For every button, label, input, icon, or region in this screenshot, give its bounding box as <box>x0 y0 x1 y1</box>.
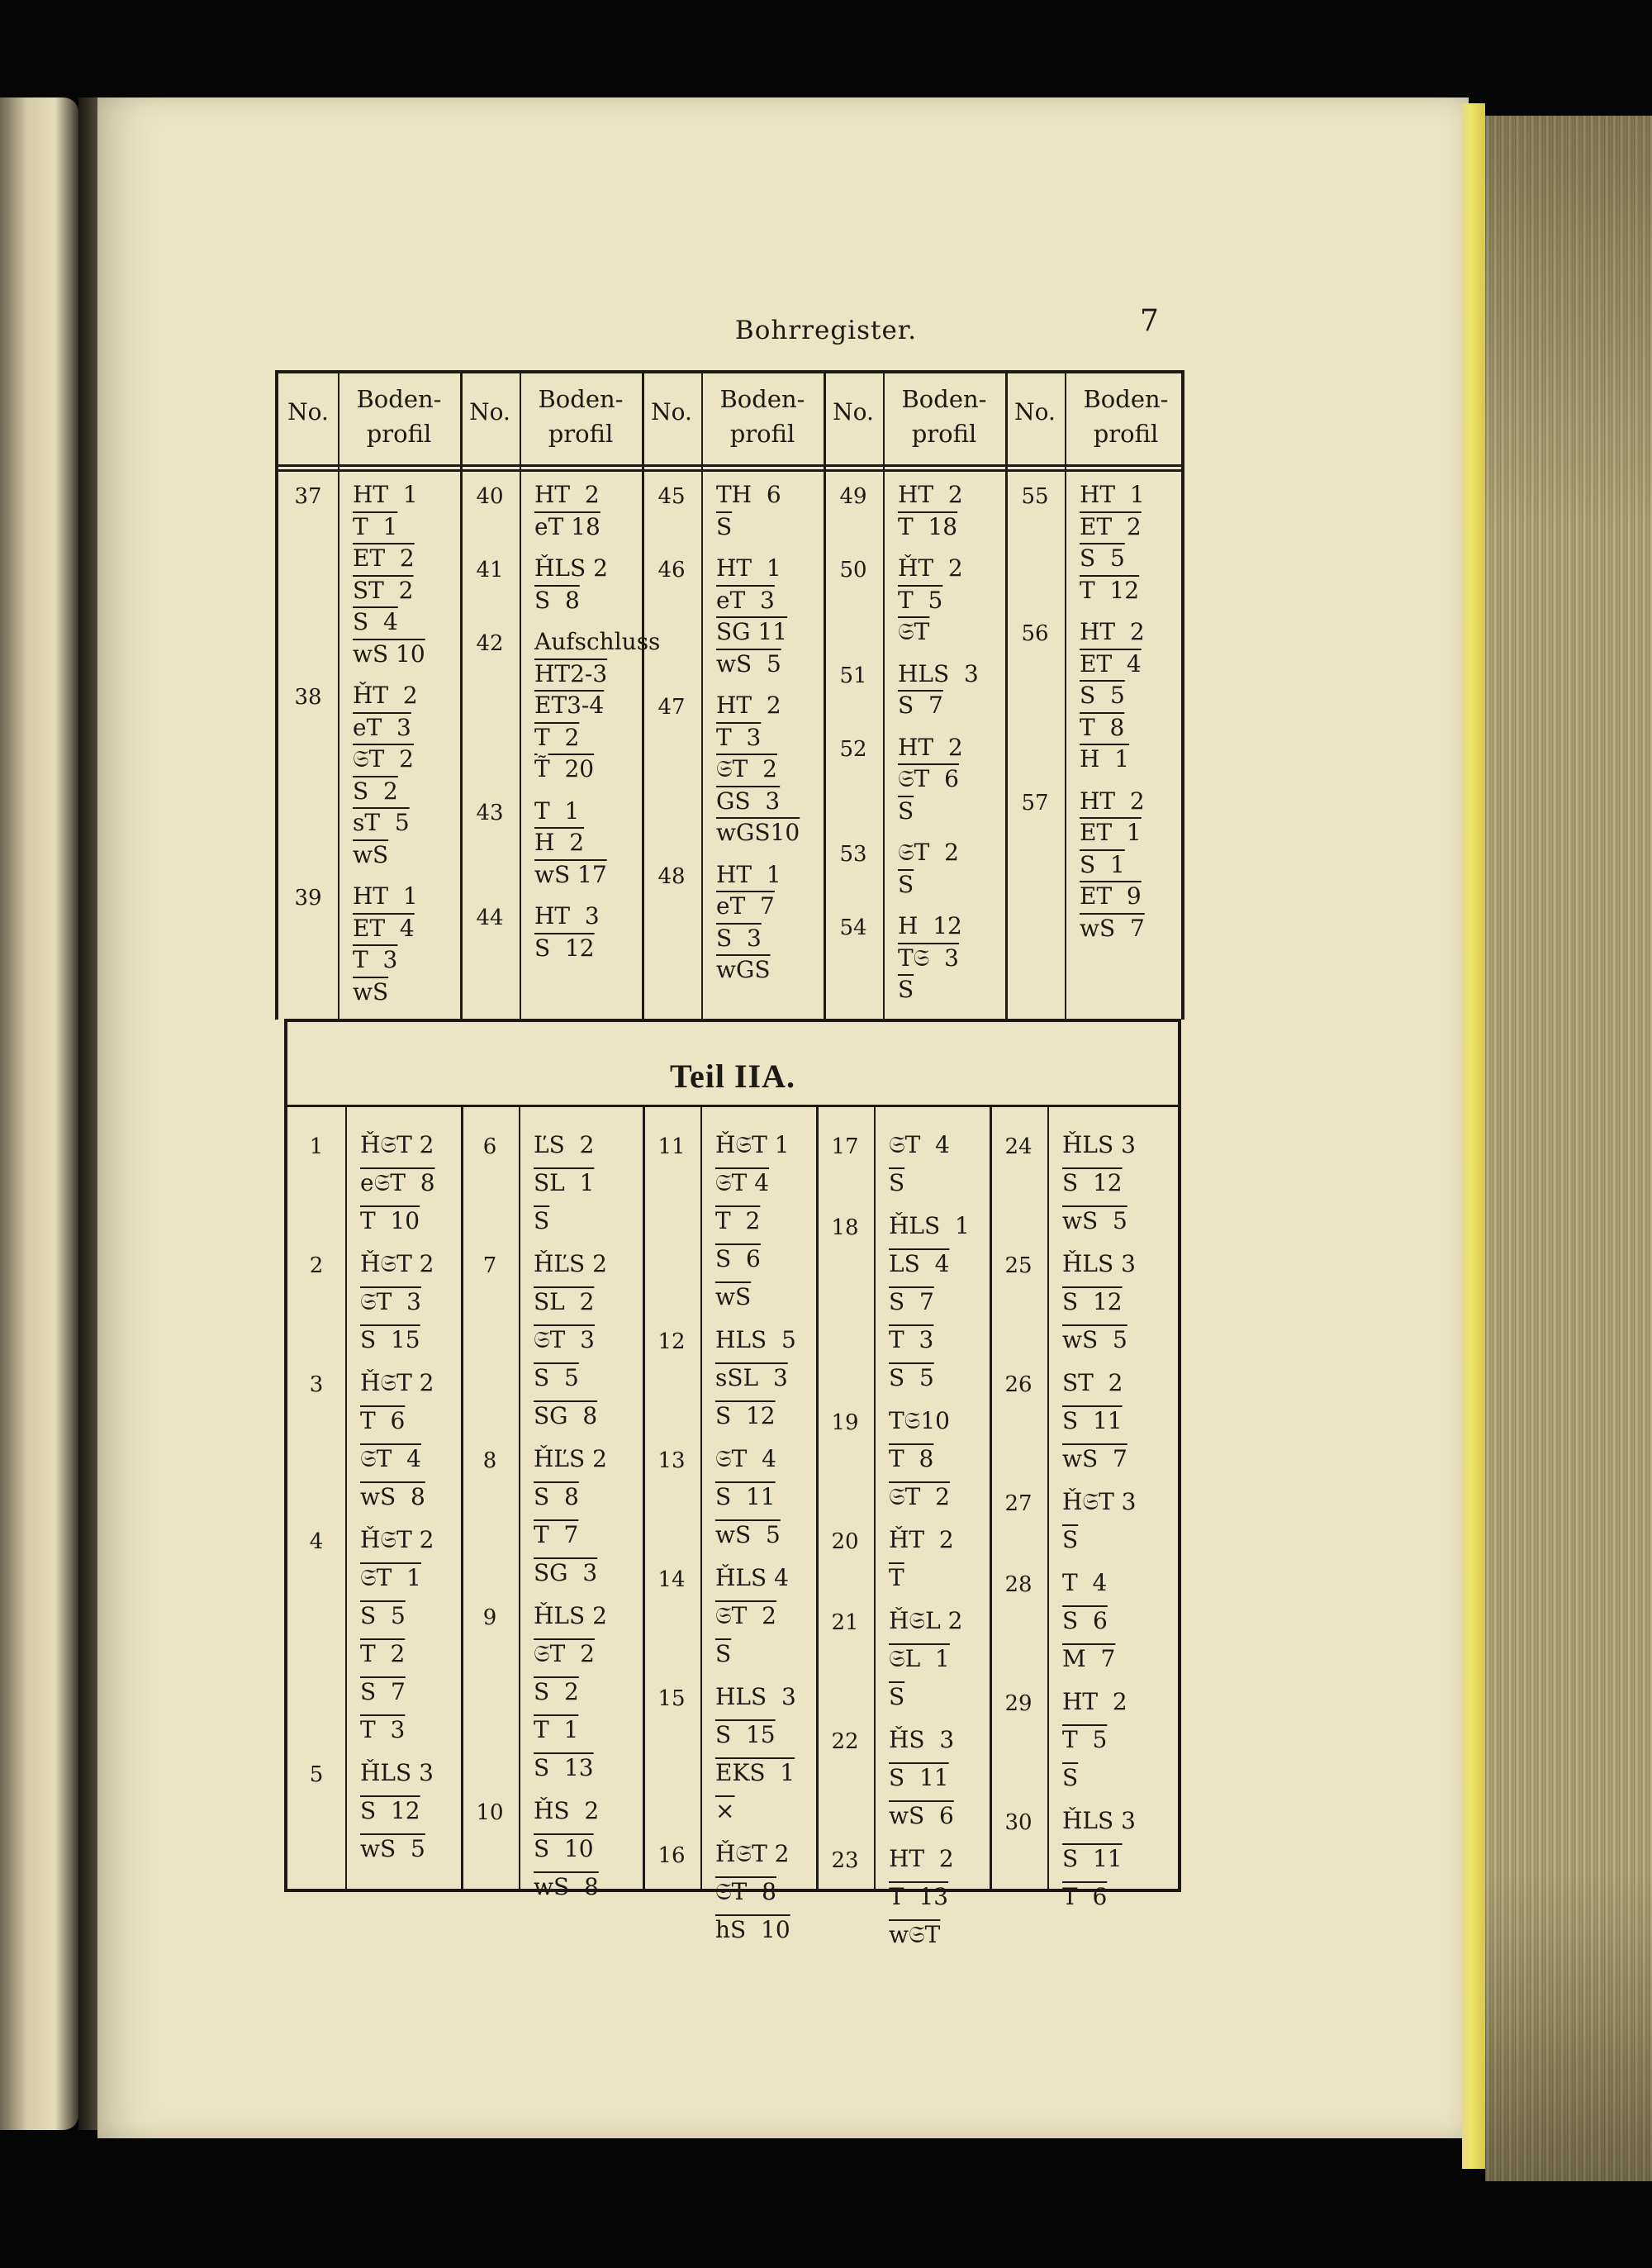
soil-profile-line: ȞLS 3 <box>360 1759 434 1786</box>
soil-profile-line: S 2 <box>353 777 398 805</box>
soil-profile-line: HT 2 <box>898 733 963 761</box>
soil-profile-line: S 5 <box>1080 544 1125 572</box>
header-bodenprofil: Boden- profil <box>538 385 624 448</box>
soil-profile-line: S 7 <box>889 1288 934 1315</box>
soil-profile-line: H 12 <box>898 912 962 939</box>
soil-profile-line: S 5 <box>1080 682 1125 709</box>
no-divider <box>883 373 885 1020</box>
soil-profile-line: $\overline{wGS}$ <box>716 956 771 983</box>
soil-profile-line: S 11 <box>889 1764 949 1791</box>
soil-profile-line: T 2 <box>715 1207 761 1234</box>
soil-profile-line: H 2 <box>534 829 585 856</box>
soil-profile-line: HT 2 <box>1080 618 1145 645</box>
soil-profile-line: S 12 <box>1062 1169 1123 1196</box>
bore-number: 12 <box>657 1329 686 1354</box>
soil-profile-line: ȞLS 2 <box>534 554 608 582</box>
soil-profile-line: wS 5 <box>716 649 781 678</box>
soil-profile-line: $\overline{T}$ <box>889 1564 904 1591</box>
bore-number: 42 <box>476 631 504 656</box>
soil-profile-line: T 6 <box>1062 1883 1108 1910</box>
soil-profile-line: Ȟ𝔖T 2 <box>360 1369 434 1396</box>
bore-number: 45 <box>657 484 686 509</box>
bore-number: 51 <box>839 663 867 688</box>
soil-profile-line: ȞĽS 2 <box>534 1445 607 1472</box>
bohrregister-table-part-two <box>284 1019 1181 1948</box>
bore-number: 7 <box>482 1253 497 1278</box>
soil-profile-line: Ȟ𝔖T 2 <box>360 1526 434 1553</box>
soil-profile-line: HT 2 <box>716 692 781 719</box>
soil-profile-line: ȞT 2 <box>889 1526 954 1553</box>
soil-profile-line: Ȟ𝔖T 2 <box>715 1840 790 1867</box>
soil-profile-line: HT 2 <box>534 481 600 508</box>
soil-profile-line: S 15 <box>715 1721 776 1748</box>
bore-number: 17 <box>831 1134 859 1159</box>
soil-profile-line: 𝔖T 3 <box>360 1288 421 1315</box>
soil-profile-line: wS 7 <box>1062 1445 1127 1472</box>
bore-number: 11 <box>657 1134 686 1159</box>
soil-profile-line: 𝔖T <box>898 618 930 645</box>
soil-profile-line: 𝔖T 4 <box>889 1131 950 1158</box>
soil-profile-line: LS 4 <box>889 1250 950 1277</box>
header-no: No. <box>833 398 874 426</box>
no-divider <box>519 1105 520 1889</box>
no-divider <box>520 373 521 1020</box>
header-bodenprofil: Boden- profil <box>901 385 987 448</box>
bore-number: 13 <box>657 1448 686 1473</box>
header-no: No. <box>1014 398 1056 426</box>
soil-profile-line: wS 17 <box>534 860 607 888</box>
soil-profile-line: S 11 <box>1062 1845 1123 1872</box>
soil-profile-line: HT 1 <box>716 860 781 888</box>
left-page-edge <box>0 97 78 2130</box>
header-bodenprofil: Boden- profil <box>719 385 805 448</box>
soil-profile-line: T̃ 20 <box>534 755 595 782</box>
soil-profile-line: ET3-4 <box>534 692 605 719</box>
soil-profile-line: HT 1 <box>1080 481 1145 508</box>
soil-profile-line: wGS10 <box>716 819 800 846</box>
column-divider <box>460 373 463 1020</box>
no-divider <box>1047 1105 1049 1889</box>
soil-profile-line: T 3 <box>889 1326 934 1353</box>
bore-number: 40 <box>476 484 504 509</box>
soil-profile-line: S 11 <box>1062 1407 1123 1434</box>
bore-number: 47 <box>657 695 686 720</box>
no-divider <box>700 1105 702 1889</box>
soil-profile-line: eT 7 <box>716 892 775 920</box>
soil-profile-line: $\overline{S}$ <box>889 1683 905 1710</box>
bore-number: 50 <box>839 558 867 582</box>
soil-profile-line: S 12 <box>360 1797 420 1824</box>
soil-profile-line: Ȟ𝔖T 2 <box>360 1131 434 1158</box>
soil-profile-line: 𝔖T 2 <box>889 1483 950 1510</box>
soil-profile-line: ȞT 2 <box>353 682 418 709</box>
soil-profile-line: ET 1 <box>1080 819 1142 846</box>
no-divider <box>345 1105 347 1889</box>
soil-profile-line: HT 1 <box>353 481 418 508</box>
soil-profile-line: HLS 3 <box>715 1683 796 1710</box>
soil-profile-line: ȞS 3 <box>889 1726 955 1753</box>
soil-profile-line: wS 5 <box>715 1521 781 1548</box>
bore-number: 23 <box>831 1848 859 1873</box>
no-divider <box>874 1105 876 1889</box>
bore-number: 16 <box>657 1843 686 1868</box>
header-no: No. <box>651 398 692 426</box>
bore-number: 56 <box>1021 621 1049 646</box>
bore-number: 22 <box>831 1729 859 1754</box>
soil-profile-line: SL 1 <box>534 1169 595 1196</box>
soil-profile-line: ET 2 <box>353 544 415 572</box>
bore-number: 46 <box>657 558 686 582</box>
soil-profile-line: e𝔖T 8 <box>360 1169 435 1196</box>
soil-profile-line: $\overline{S}$ <box>898 870 914 898</box>
soil-profile-line: T 1 <box>353 512 398 540</box>
soil-profile-line: Ȟ𝔖T 3 <box>1062 1488 1137 1515</box>
no-divider <box>1065 373 1066 1020</box>
bore-number: 21 <box>831 1610 859 1635</box>
soil-profile-line: T 2 <box>534 723 580 751</box>
header-rule <box>278 464 1181 467</box>
soil-profile-line: T 6 <box>360 1407 406 1434</box>
column-divider <box>816 1105 819 1889</box>
soil-profile-line: 𝔖T 4 <box>715 1169 770 1196</box>
soil-profile-line: wS 5 <box>360 1835 425 1862</box>
soil-profile-line: ȞLS 1 <box>889 1212 970 1239</box>
soil-profile-line: ET 9 <box>1080 882 1142 910</box>
soil-profile-line: ST 2 <box>1062 1369 1123 1396</box>
soil-profile-line: HT 2 <box>1080 787 1145 815</box>
soil-profile-line: HT 2 <box>1062 1688 1127 1715</box>
soil-profile-line: ST 2 <box>353 576 414 604</box>
soil-profile-line: $\overline{S}$ <box>889 1169 905 1196</box>
bore-number: 43 <box>476 800 504 825</box>
bore-number: 49 <box>839 484 867 509</box>
bore-number: 3 <box>309 1372 324 1397</box>
column-divider <box>1005 373 1008 1020</box>
soil-profile-line: S 15 <box>360 1326 420 1353</box>
soil-profile-line: sT 5 <box>353 809 410 836</box>
soil-profile-line: wS 5 <box>1062 1207 1127 1234</box>
soil-profile-line: T𝔖 3 <box>898 944 959 972</box>
column-divider <box>643 1105 645 1889</box>
soil-profile-line: ET 4 <box>353 914 415 942</box>
soil-profile-line: Aufschluss <box>534 628 661 655</box>
soil-profile-line: T𝔖10 <box>889 1407 950 1434</box>
bore-number: 19 <box>831 1410 859 1435</box>
soil-profile-line: ȞT 2 <box>898 554 963 582</box>
soil-profile-line: T 1 <box>534 1716 579 1743</box>
soil-profile-line: T 3 <box>360 1716 406 1743</box>
part-title: Teil IIA. <box>669 1058 795 1095</box>
soil-profile-line: wS 10 <box>353 640 425 668</box>
soil-profile-line: 𝔖T 4 <box>360 1445 421 1472</box>
soil-profile-line: 𝔖T 2 <box>534 1640 595 1667</box>
book-block-edge <box>1485 116 1652 2181</box>
soil-profile-line: S 10 <box>534 1835 594 1862</box>
soil-profile-line: H 1 <box>1080 745 1130 773</box>
soil-profile-line: S 12 <box>715 1402 776 1429</box>
header-bodenprofil: Boden- profil <box>356 385 442 448</box>
bore-number: 26 <box>1004 1372 1032 1397</box>
soil-profile-line: $\overline{S}$ <box>1062 1764 1079 1791</box>
column-divider <box>824 373 826 1020</box>
soil-profile-line: 𝔖T 2 <box>898 839 959 866</box>
bore-number: 55 <box>1021 484 1049 509</box>
soil-profile-line: ȞLS 3 <box>1062 1250 1136 1277</box>
soil-profile-line: T 4 <box>1062 1569 1108 1596</box>
bore-number: 8 <box>482 1448 497 1473</box>
header-no: No. <box>469 398 510 426</box>
soil-profile-line: TH 6 <box>716 481 781 508</box>
soil-profile-line: GS 3 <box>716 787 781 815</box>
soil-profile-line: S 1 <box>1080 850 1125 878</box>
soil-profile-line: eT 3 <box>353 713 411 741</box>
soil-profile-line: 𝔖T 2 <box>353 745 414 773</box>
soil-profile-line: S 8 <box>534 586 580 614</box>
soil-profile-line: S 3 <box>716 924 762 952</box>
bore-number: 2 <box>309 1253 324 1278</box>
bore-number: 52 <box>839 736 867 762</box>
soil-profile-line: T 2 <box>360 1640 406 1667</box>
soil-profile-line: 𝔖T 8 <box>715 1878 776 1905</box>
header-bodenprofil: Boden- profil <box>1083 385 1169 448</box>
soil-profile-line: SG 3 <box>534 1559 598 1586</box>
bore-number: 48 <box>657 863 686 889</box>
soil-profile-line: HT 2 <box>889 1845 954 1872</box>
soil-profile-line: HLS 5 <box>715 1326 796 1353</box>
soil-profile-line: wS 8 <box>534 1873 599 1900</box>
soil-profile-line: S 4 <box>353 608 398 635</box>
soil-profile-line: HLS 3 <box>898 659 979 687</box>
soil-profile-line: ET 2 <box>1080 512 1142 540</box>
soil-profile-line: S 7 <box>898 692 943 719</box>
soil-profile-line: S 12 <box>1062 1288 1123 1315</box>
bore-number: 1 <box>309 1134 324 1159</box>
soil-profile-line: $\overline{S}$ <box>898 976 914 1003</box>
soil-profile-line: ȞLS 2 <box>534 1602 607 1629</box>
no-divider <box>701 373 703 1020</box>
soil-profile-line: S 7 <box>360 1678 406 1705</box>
header-no: No. <box>287 398 329 426</box>
bore-number: 44 <box>476 906 504 930</box>
soil-profile-line: wS 6 <box>889 1802 954 1829</box>
soil-profile-line: S 5 <box>889 1364 934 1391</box>
soil-profile-line: S 8 <box>534 1483 579 1510</box>
soil-profile-line: EKS 1 <box>715 1759 795 1786</box>
soil-profile-line: HT 1 <box>353 882 418 910</box>
bore-number: 20 <box>831 1529 859 1554</box>
column-divider <box>461 1105 463 1889</box>
soil-profile-line: Ȟ𝔖L 2 <box>889 1607 963 1634</box>
bore-number: 10 <box>476 1800 504 1825</box>
soil-profile-line: HT 2 <box>898 481 963 508</box>
bore-number: 30 <box>1004 1810 1032 1835</box>
soil-profile-line: 𝔖T 2 <box>716 755 777 782</box>
soil-profile-line: HT 1 <box>716 554 781 582</box>
soil-profile-line: 𝔖T 3 <box>534 1326 595 1353</box>
soil-profile-line: SG 8 <box>534 1402 598 1429</box>
soil-profile-line: HT2-3 <box>534 659 608 687</box>
soil-profile-line: HT 3 <box>534 902 600 930</box>
soil-profile-line: $\overline{S}$ <box>1062 1526 1079 1553</box>
soil-profile-line: S 6 <box>1062 1607 1108 1634</box>
page-number: 7 <box>1140 304 1159 338</box>
bore-number: 38 <box>294 685 322 710</box>
soil-profile-line: $\overline{S}$ <box>715 1640 732 1667</box>
no-divider <box>338 373 339 1020</box>
soil-profile-line: Ȟ𝔖T 2 <box>360 1250 434 1277</box>
soil-profile-line: T 13 <box>889 1883 949 1910</box>
soil-profile-line: 𝔖T 2 <box>715 1602 776 1629</box>
bore-number: 24 <box>1004 1134 1032 1159</box>
part-title-band <box>287 1019 1178 1107</box>
soil-profile-line: ET 4 <box>1080 649 1142 678</box>
bore-number: 41 <box>476 558 504 582</box>
bore-number: 25 <box>1004 1253 1032 1278</box>
column-divider <box>642 373 644 1020</box>
soil-profile-line: $\overline{S}$ <box>716 512 733 540</box>
soil-profile-line: T 7 <box>534 1521 579 1548</box>
soil-profile-line: wS 5 <box>1062 1326 1127 1353</box>
soil-profile-line: S 6 <box>715 1245 761 1272</box>
bore-number: 18 <box>831 1215 859 1240</box>
bore-number: 4 <box>309 1529 324 1554</box>
bore-number: 53 <box>839 842 867 867</box>
soil-profile-line: ĽS 2 <box>534 1131 595 1158</box>
bore-number: 5 <box>309 1762 324 1787</box>
soil-profile-line: M 7 <box>1062 1645 1116 1672</box>
soil-profile-line: $\overline{S}$ <box>534 1207 550 1234</box>
bohrregister-table-part-one <box>275 370 1184 1020</box>
soil-profile-line: ȞĽS 2 <box>534 1250 607 1277</box>
running-head: Bohrregister. <box>734 316 918 345</box>
bore-number: 6 <box>482 1134 497 1159</box>
soil-profile-line: S 12 <box>534 934 595 962</box>
soil-profile-line: T 8 <box>1080 713 1125 741</box>
soil-profile-line: × <box>715 1797 735 1824</box>
bore-number: 9 <box>482 1605 497 1630</box>
soil-profile-line: T 18 <box>898 512 958 540</box>
bore-number: 27 <box>1004 1491 1032 1516</box>
soil-profile-line: sSL 3 <box>715 1364 788 1391</box>
soil-profile-line: T 3 <box>716 723 762 751</box>
soil-profile-line: T 8 <box>889 1445 934 1472</box>
soil-profile-line: ȞS 2 <box>534 1797 600 1824</box>
soil-profile-line: w𝔖T <box>889 1921 941 1948</box>
bore-number: 28 <box>1004 1572 1032 1597</box>
soil-profile-line: S 5 <box>360 1602 406 1629</box>
soil-profile-line: 𝔖T 1 <box>360 1564 421 1591</box>
bore-number: 29 <box>1004 1691 1032 1716</box>
soil-profile-line: SG 11 <box>716 618 788 645</box>
soil-profile-line: 𝔖L 1 <box>889 1645 950 1672</box>
soil-profile-line: hS 10 <box>715 1916 790 1943</box>
soil-profile-line: wS 8 <box>360 1483 425 1510</box>
bore-number: 54 <box>839 915 867 940</box>
soil-profile-line: ȞLS 3 <box>1062 1807 1136 1834</box>
bore-number: 57 <box>1021 790 1049 815</box>
soil-profile-line: $\overline{S}$ <box>898 796 914 825</box>
bore-number: 15 <box>657 1686 686 1711</box>
soil-profile-line: T 5 <box>898 586 943 614</box>
header-rule-double <box>278 469 1181 472</box>
soil-profile-line: 𝔖T 4 <box>715 1445 776 1472</box>
soil-profile-line: wS 7 <box>1080 914 1145 942</box>
soil-profile-line: ȞLS 4 <box>715 1564 789 1591</box>
soil-profile-line: eT 3 <box>716 586 775 614</box>
column-divider <box>990 1105 992 1889</box>
bore-number: 39 <box>294 886 322 911</box>
soil-profile-line: $\overline{wS}$ <box>353 977 389 1006</box>
soil-profile-line: S 5 <box>534 1364 579 1391</box>
soil-profile-line: $\overline{wS}$ <box>715 1283 752 1310</box>
soil-profile-line: T 12 <box>1080 576 1140 604</box>
soil-profile-line: T 5 <box>1062 1726 1108 1753</box>
soil-profile-line: Ȟ𝔖T 1 <box>715 1131 790 1158</box>
soil-profile-line: T 1 <box>534 796 580 825</box>
soil-profile-line: $\overline{wS}$ <box>353 840 389 868</box>
soil-profile-line: eT 18 <box>534 512 601 540</box>
soil-profile-line: ȞLS 3 <box>1062 1131 1136 1158</box>
page-edge <box>1462 103 1485 2169</box>
soil-profile-line: S 11 <box>715 1483 776 1510</box>
soil-profile-line: T 3 <box>353 946 398 973</box>
soil-profile-line: 𝔖T 6 <box>898 765 959 792</box>
bore-number: 37 <box>294 484 322 509</box>
soil-profile-line: T 10 <box>360 1207 420 1234</box>
soil-profile-line: S 13 <box>534 1754 594 1781</box>
bore-number: 14 <box>657 1567 686 1592</box>
soil-profile-line: SL 2 <box>534 1288 595 1315</box>
soil-profile-line: S 2 <box>534 1678 579 1705</box>
